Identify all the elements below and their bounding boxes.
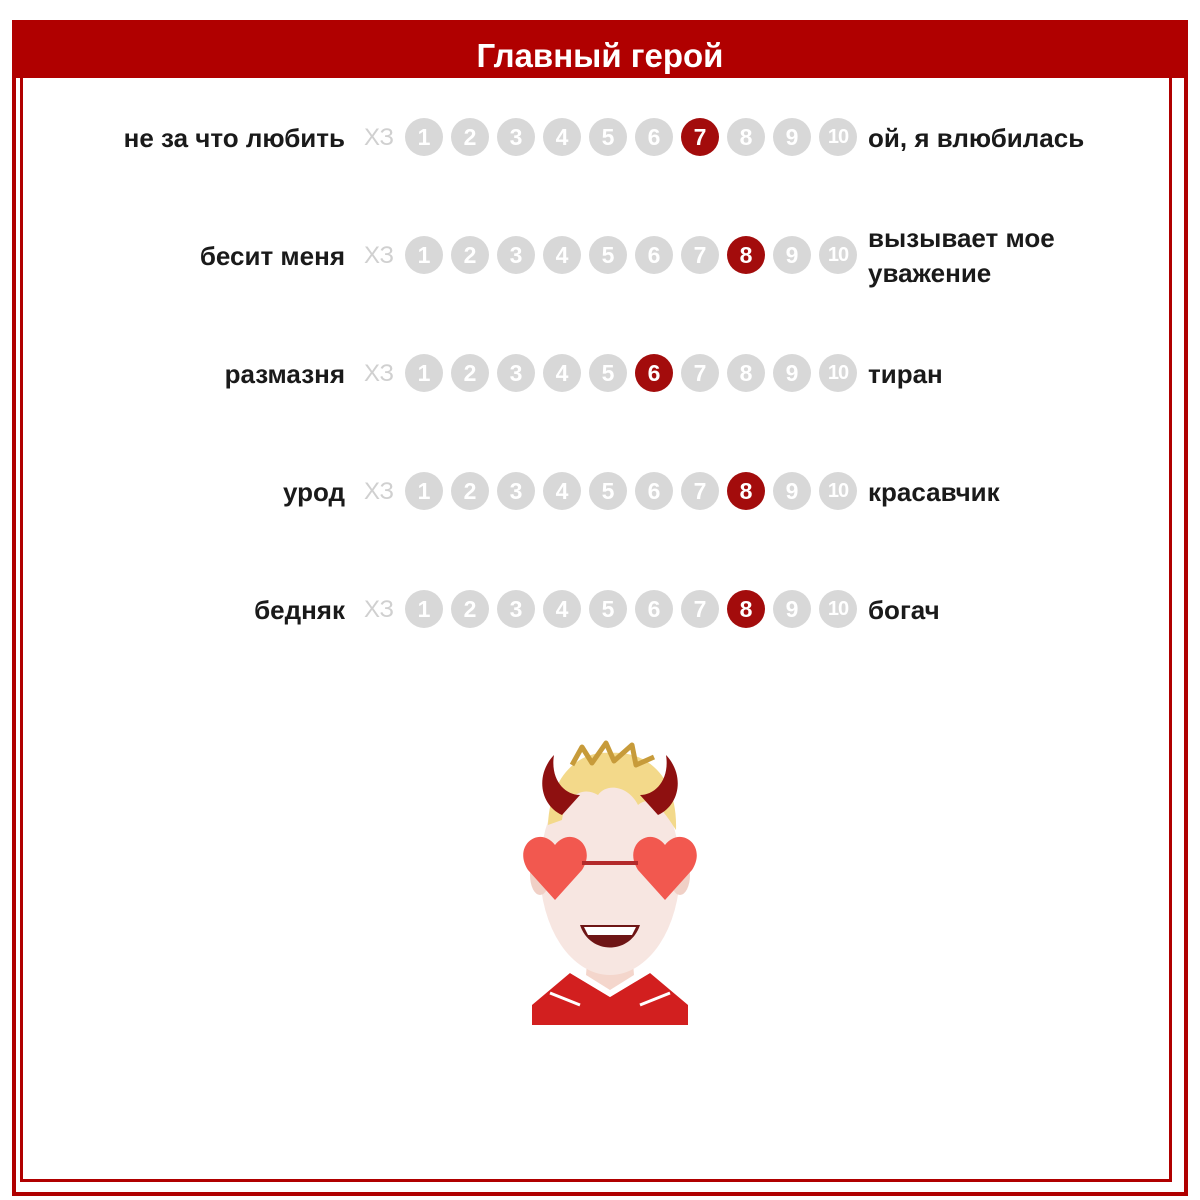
rating-dot[interactable]: 2 (451, 472, 489, 510)
xz-option[interactable]: ХЗ (364, 478, 394, 505)
rating-dot[interactable]: 9 (773, 354, 811, 392)
rating-dot-selected[interactable]: 6 (635, 354, 673, 392)
rating-dot[interactable]: 1 (405, 354, 443, 392)
xz-option[interactable]: ХЗ (364, 124, 394, 151)
rating-dot[interactable]: 8 (727, 118, 765, 156)
row-left-label: урод (282, 477, 345, 507)
rating-row (0, 223, 1200, 288)
rating-dot[interactable]: 6 (635, 118, 673, 156)
rating-dot-selected[interactable]: 8 (727, 590, 765, 628)
rating-dot[interactable]: 7 (681, 354, 719, 392)
rating-row (0, 585, 1200, 635)
rating-dot[interactable]: 5 (589, 236, 627, 274)
rating-dot[interactable]: 5 (589, 590, 627, 628)
rating-dot[interactable]: 1 (405, 472, 443, 510)
xz-option[interactable]: ХЗ (364, 596, 394, 623)
rating-dot-selected[interactable]: 7 (681, 118, 719, 156)
rating-dot[interactable]: 3 (497, 590, 535, 628)
rating-dot[interactable]: 10 (819, 236, 857, 274)
rating-row (0, 467, 1200, 517)
rating-row (0, 113, 1200, 163)
rating-dot[interactable]: 9 (773, 236, 811, 274)
row-left-label: размазня (224, 359, 345, 389)
row-right-label: вызывает мое уважение (868, 223, 1055, 288)
row-right-label: красавчик (868, 476, 1000, 507)
rating-dot[interactable]: 2 (451, 236, 489, 274)
devil-avatar-icon (510, 735, 710, 1025)
rating-dot-selected[interactable]: 8 (727, 236, 765, 274)
rating-dot[interactable]: 7 (681, 236, 719, 274)
rating-dot[interactable]: 5 (589, 472, 627, 510)
rating-dot[interactable]: 10 (819, 472, 857, 510)
rating-dot[interactable]: 4 (543, 118, 581, 156)
rating-dot[interactable]: 5 (589, 118, 627, 156)
rating-dot[interactable]: 3 (497, 236, 535, 274)
row-right-label: тиран (868, 358, 943, 389)
rating-dot[interactable]: 2 (451, 590, 489, 628)
rating-dot[interactable]: 10 (819, 590, 857, 628)
rating-dot[interactable]: 4 (543, 354, 581, 392)
rating-dot[interactable]: 1 (405, 236, 443, 274)
rating-dot[interactable]: 10 (819, 354, 857, 392)
rating-dot[interactable]: 6 (635, 236, 673, 274)
rating-dot[interactable]: 1 (405, 118, 443, 156)
xz-option[interactable]: ХЗ (364, 242, 394, 269)
rating-dot[interactable]: 3 (497, 354, 535, 392)
row-left-label: бедняк (254, 595, 345, 625)
row-right-label: ой, я влюбилась (868, 122, 1085, 153)
row-left-label: бесит меня (199, 241, 345, 271)
rating-dot[interactable]: 4 (543, 236, 581, 274)
rating-dot[interactable]: 9 (773, 118, 811, 156)
rating-dot[interactable]: 4 (543, 472, 581, 510)
rating-dot[interactable]: 6 (635, 590, 673, 628)
rating-dot-selected[interactable]: 8 (727, 472, 765, 510)
page-title: Главный герой (12, 20, 1188, 78)
rating-dot[interactable]: 2 (451, 118, 489, 156)
rating-dot[interactable]: 7 (681, 472, 719, 510)
rating-dot[interactable]: 9 (773, 472, 811, 510)
rating-dot[interactable]: 9 (773, 590, 811, 628)
rating-dot[interactable]: 8 (727, 354, 765, 392)
rating-dot[interactable]: 4 (543, 590, 581, 628)
rating-dot[interactable]: 10 (819, 118, 857, 156)
xz-option[interactable]: ХЗ (364, 360, 394, 387)
rating-row (0, 349, 1200, 399)
rating-dot[interactable]: 3 (497, 118, 535, 156)
row-right-label: богач (868, 594, 940, 625)
rating-dot[interactable]: 7 (681, 590, 719, 628)
rating-dot[interactable]: 1 (405, 590, 443, 628)
rating-dot[interactable]: 3 (497, 472, 535, 510)
rating-dot[interactable]: 6 (635, 472, 673, 510)
rating-dot[interactable]: 5 (589, 354, 627, 392)
rating-dot[interactable]: 2 (451, 354, 489, 392)
row-left-label: не за что любить (123, 123, 345, 153)
